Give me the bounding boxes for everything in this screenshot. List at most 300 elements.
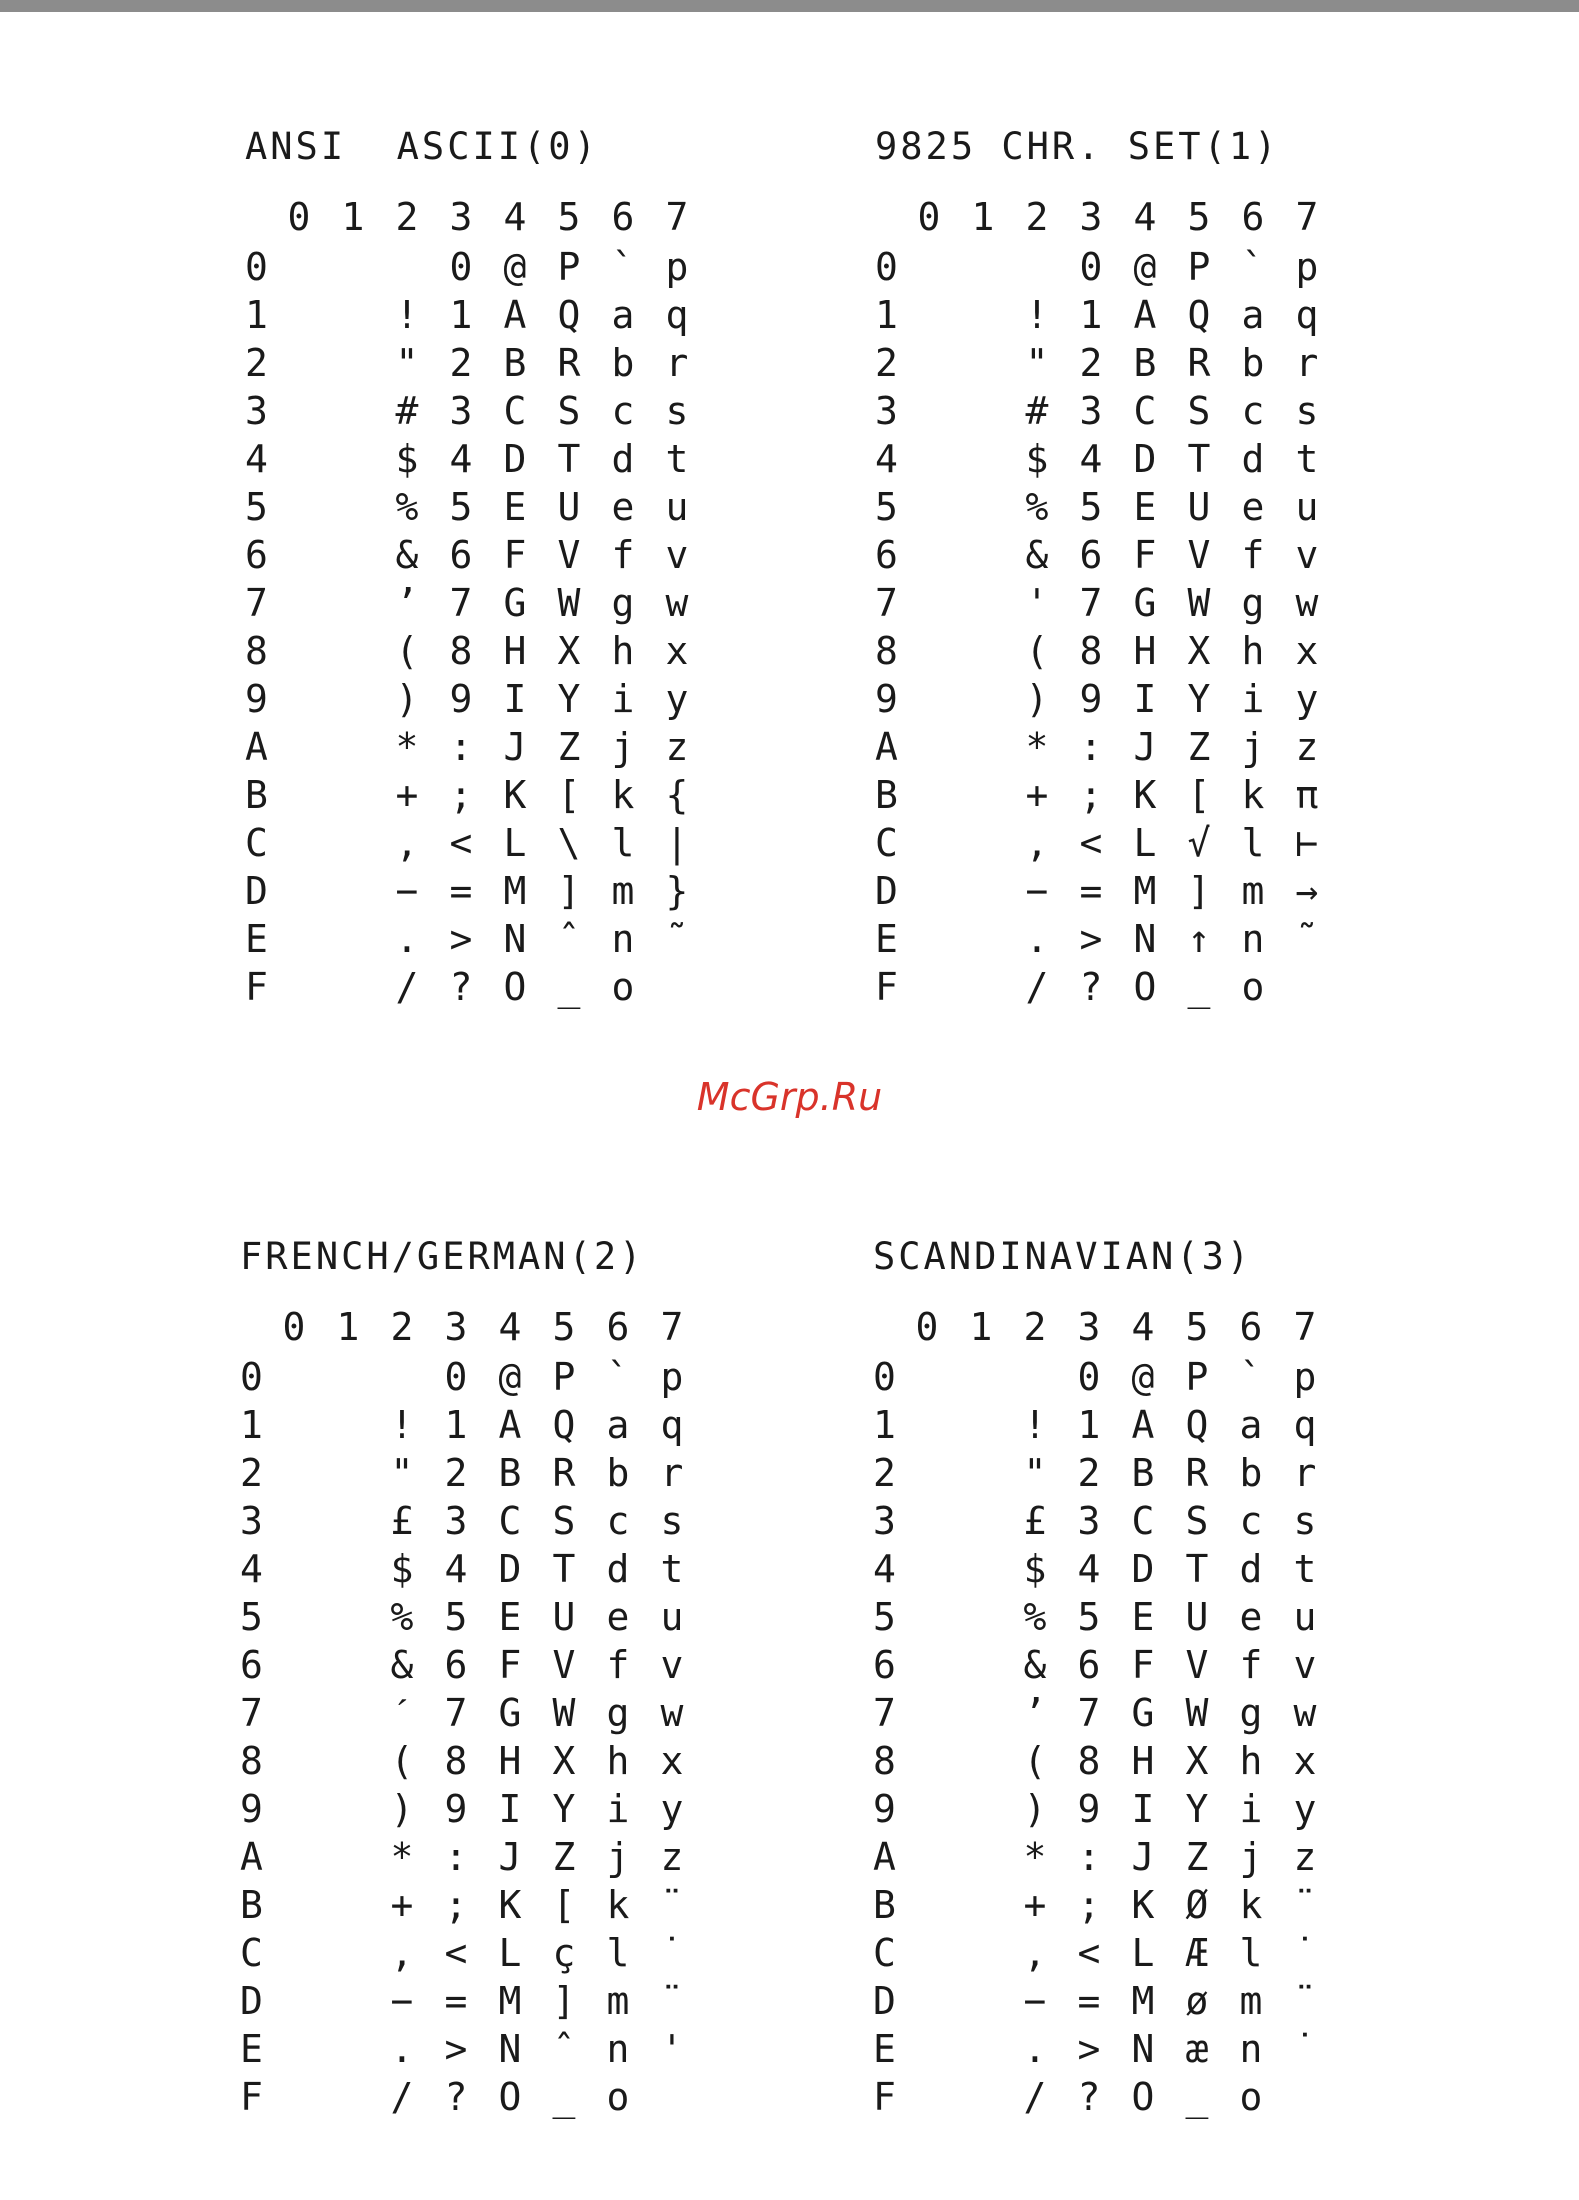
char-cell: T	[1185, 1547, 1209, 1591]
column-header: 3	[1079, 195, 1103, 239]
row-header: 2	[873, 1451, 896, 1495]
column-header: 3	[1077, 1305, 1101, 1349]
char-cell: t	[1295, 437, 1319, 481]
char-cell: B	[1131, 1451, 1155, 1495]
row-header: 4	[240, 1547, 263, 1591]
row-header: 1	[873, 1403, 896, 1447]
char-cell: X	[1187, 629, 1211, 673]
char-cell: k	[1241, 773, 1265, 817]
column-header: 4	[1131, 1305, 1155, 1349]
column-header: 2	[1023, 1305, 1047, 1349]
char-cell: I	[503, 677, 527, 721]
char-cell: ’	[1023, 1691, 1047, 1735]
column-header: 2	[390, 1305, 414, 1349]
char-cell: 1	[444, 1403, 468, 1447]
char-cell: ø	[1185, 1979, 1209, 2023]
char-cell: 7	[449, 581, 473, 625]
column-header: 5	[557, 195, 581, 239]
row-header: 7	[240, 1691, 263, 1735]
row-header: 4	[245, 437, 268, 481]
char-cell: v	[660, 1643, 684, 1687]
row-header: 9	[240, 1787, 263, 1831]
char-cell: 5	[1077, 1595, 1101, 1639]
row-header: 5	[875, 485, 898, 529]
char-cell: −	[390, 1979, 414, 2023]
char-cell: %	[1023, 1595, 1047, 1639]
char-cell: 2	[444, 1451, 468, 1495]
char-cell: ↑	[1187, 917, 1211, 961]
row-header: C	[240, 1931, 263, 1975]
row-header: 3	[875, 389, 898, 433]
char-cell: o	[606, 2075, 630, 2119]
char-cell: E	[1131, 1595, 1155, 1639]
char-cell: P	[552, 1355, 576, 1399]
char-cell: %	[390, 1595, 414, 1639]
char-cell: ˊ	[395, 1691, 409, 1735]
char-cell: [	[1187, 773, 1211, 817]
row-header: 7	[875, 581, 898, 625]
char-cell: O	[498, 2075, 522, 2119]
char-cell: 7	[444, 1691, 468, 1735]
char-cell	[645, 2073, 699, 2121]
column-header: 5	[1187, 195, 1211, 239]
char-cell: q	[1293, 1403, 1317, 1447]
char-cell: 0	[1077, 1355, 1101, 1399]
char-cell: 4	[1079, 437, 1103, 481]
char-cell: J	[1133, 725, 1157, 769]
char-cell: "	[395, 341, 419, 385]
row-header: B	[240, 1883, 263, 1927]
char-cell: k	[606, 1883, 630, 1927]
char-cell: /	[395, 965, 419, 1009]
char-cell: t	[1293, 1547, 1317, 1591]
char-cell: "	[390, 1451, 414, 1495]
char-cell: >	[449, 917, 473, 961]
char-cell: 7	[1079, 581, 1103, 625]
char-cell: D	[1133, 437, 1157, 481]
char-cell: 8	[449, 629, 473, 673]
char-cell: e	[1241, 485, 1265, 529]
char-cell: Q	[552, 1403, 576, 1447]
char-cell: ç	[552, 1931, 576, 1975]
char-cell: w	[1293, 1691, 1317, 1735]
char-cell: d	[611, 437, 635, 481]
row-header: D	[245, 869, 268, 913]
char-cell: ˙	[660, 1931, 684, 1975]
row-header: 1	[240, 1403, 263, 1447]
char-cell: Z	[1185, 1835, 1209, 1879]
row-header: C	[875, 821, 898, 865]
char-cell: &	[395, 533, 419, 577]
char-cell: M	[1131, 1979, 1155, 2023]
char-cell: N	[1131, 2027, 1155, 2071]
char-cell: e	[611, 485, 635, 529]
char-cell: ,	[1025, 821, 1049, 865]
char-cell: u	[665, 485, 689, 529]
row-header: 4	[875, 437, 898, 481]
row-header: A	[245, 725, 268, 769]
char-cell: −	[395, 869, 419, 913]
char-cell: 9	[1079, 677, 1103, 721]
row-header: B	[873, 1883, 896, 1927]
char-cell: W	[1187, 581, 1211, 625]
char-cell: *	[1023, 1835, 1047, 1879]
row-header: D	[873, 1979, 896, 2023]
char-cell: D	[503, 437, 527, 481]
char-cell: h	[1241, 629, 1265, 673]
char-cell: A	[498, 1403, 522, 1447]
char-cell: _	[1185, 2075, 1209, 2119]
char-cell: L	[1133, 821, 1157, 865]
char-cell: C	[498, 1499, 522, 1543]
char-cell: 3	[1077, 1499, 1101, 1543]
char-cell: %	[1025, 485, 1049, 529]
char-cell: j	[1241, 725, 1265, 769]
char-cell: g	[606, 1691, 630, 1735]
char-cell: ¨	[1293, 1979, 1317, 2023]
char-cell: 9	[449, 677, 473, 721]
char-cell: }	[665, 869, 689, 913]
column-header: 5	[552, 1305, 576, 1349]
char-cell: d	[606, 1547, 630, 1591]
char-cell: P	[1187, 245, 1211, 289]
char-cell: i	[606, 1787, 630, 1831]
column-header: 4	[1133, 195, 1157, 239]
char-cell: m	[611, 869, 635, 913]
row-header: C	[873, 1931, 896, 1975]
char-cell: I	[498, 1787, 522, 1831]
row-header: 9	[245, 677, 268, 721]
char-cell	[380, 243, 434, 291]
char-cell: ¨	[1293, 1883, 1317, 1927]
char-cell: Y	[552, 1787, 576, 1831]
row-header: 0	[873, 1355, 896, 1399]
top-border-bar	[0, 0, 1579, 12]
char-cell: 0	[444, 1355, 468, 1399]
column-header: 7	[665, 195, 689, 239]
char-cell: E	[498, 1595, 522, 1639]
char-cell: U	[1187, 485, 1211, 529]
char-cell: J	[498, 1835, 522, 1879]
char-cell: u	[1295, 485, 1319, 529]
char-cell: c	[606, 1499, 630, 1543]
char-cell: `	[1241, 245, 1265, 289]
column-header: 7	[660, 1305, 684, 1349]
char-cell: #	[395, 389, 419, 433]
char-cell: &	[1023, 1643, 1047, 1687]
char-cell: '	[660, 2027, 684, 2071]
char-cell: U	[1185, 1595, 1209, 1639]
char-cell: o	[1241, 965, 1265, 1009]
char-cell: 6	[449, 533, 473, 577]
char-cell: 0	[449, 245, 473, 289]
char-cell: X	[1185, 1739, 1209, 1783]
char-cell: I	[1133, 677, 1157, 721]
char-cell: V	[1187, 533, 1211, 577]
char-cell: r	[1293, 1451, 1317, 1495]
char-cell: p	[665, 245, 689, 289]
char-cell: l	[606, 1931, 630, 1975]
table-title: 9825 CHR. SET(1)	[875, 125, 1280, 168]
char-cell: =	[449, 869, 473, 913]
char-cell: ˙	[1293, 2027, 1317, 2071]
char-cell: p	[1293, 1355, 1317, 1399]
char-cell: 9	[444, 1787, 468, 1831]
char-cell: y	[1295, 677, 1319, 721]
char-cell: e	[606, 1595, 630, 1639]
char-cell: ]	[552, 1979, 576, 2023]
char-cell: y	[660, 1787, 684, 1831]
char-cell: ˜	[665, 917, 689, 961]
char-cell: C	[1133, 389, 1157, 433]
char-cell	[375, 1353, 429, 1401]
char-cell: O	[1133, 965, 1157, 1009]
char-cell: i	[1241, 677, 1265, 721]
char-cell: R	[557, 341, 581, 385]
char-cell: X	[557, 629, 581, 673]
char-cell	[650, 963, 704, 1011]
char-cell: H	[1133, 629, 1157, 673]
char-cell: N	[498, 2027, 522, 2071]
char-cell: t	[665, 437, 689, 481]
char-cell: n	[1239, 2027, 1263, 2071]
row-header: 2	[875, 341, 898, 385]
char-cell: %	[395, 485, 419, 529]
column-header: 1	[969, 1305, 993, 1349]
char-cell: S	[1185, 1499, 1209, 1543]
char-cell: J	[1131, 1835, 1155, 1879]
char-cell: @	[498, 1355, 522, 1399]
char-cell: N	[503, 917, 527, 961]
column-header: 6	[606, 1305, 630, 1349]
char-cell: £	[1023, 1499, 1047, 1543]
row-header: 6	[875, 533, 898, 577]
char-cell: B	[503, 341, 527, 385]
row-header: D	[875, 869, 898, 913]
char-cell: D	[1131, 1547, 1155, 1591]
char-cell: M	[498, 1979, 522, 2023]
char-cell: 8	[444, 1739, 468, 1783]
char-cell: 1	[1077, 1403, 1101, 1447]
char-cell: d	[1239, 1547, 1263, 1591]
char-cell: .	[1025, 917, 1049, 961]
char-cell: n	[606, 2027, 630, 2071]
char-cell: g	[1241, 581, 1265, 625]
char-cell: $	[390, 1547, 414, 1591]
table-title: FRENCH/GERMAN(2)	[240, 1235, 645, 1278]
char-cell: j	[606, 1835, 630, 1879]
char-cell: $	[1023, 1547, 1047, 1591]
char-cell: C	[1131, 1499, 1155, 1543]
char-cell: F	[503, 533, 527, 577]
char-cell: E	[503, 485, 527, 529]
char-cell: ˜	[1295, 917, 1319, 961]
char-cell: R	[552, 1451, 576, 1495]
char-cell: o	[611, 965, 635, 1009]
char-cell: u	[1293, 1595, 1317, 1639]
char-cell: 2	[1079, 341, 1103, 385]
char-cell: v	[665, 533, 689, 577]
char-cell: U	[552, 1595, 576, 1639]
char-cell: V	[552, 1643, 576, 1687]
watermark: McGrp.Ru	[696, 1075, 883, 1119]
char-cell: <	[1079, 821, 1103, 865]
char-cell: s	[660, 1499, 684, 1543]
charset-table-0	[245, 125, 805, 1025]
char-cell: 3	[444, 1499, 468, 1543]
row-header: 5	[245, 485, 268, 529]
char-cell: )	[390, 1787, 414, 1831]
char-cell: >	[444, 2027, 468, 2071]
char-cell: a	[606, 1403, 630, 1447]
row-header: 3	[240, 1499, 263, 1543]
char-cell: A	[1133, 293, 1157, 337]
char-cell: 0	[1079, 245, 1103, 289]
char-cell: ;	[449, 773, 473, 817]
row-header: A	[873, 1835, 896, 1879]
char-cell: f	[611, 533, 635, 577]
char-cell	[1008, 1353, 1062, 1401]
char-cell: ?	[444, 2075, 468, 2119]
char-cell: c	[1241, 389, 1265, 433]
char-cell: s	[1295, 389, 1319, 433]
char-cell: Y	[1185, 1787, 1209, 1831]
char-cell: 2	[1077, 1451, 1101, 1495]
char-cell: 5	[449, 485, 473, 529]
char-cell: ]	[1187, 869, 1211, 913]
char-cell: Z	[1187, 725, 1211, 769]
row-header: E	[873, 2027, 896, 2071]
char-cell: π	[1295, 773, 1319, 817]
char-cell: Y	[1187, 677, 1211, 721]
row-header: F	[873, 2075, 896, 2119]
char-cell: /	[1023, 2075, 1047, 2119]
char-cell: T	[552, 1547, 576, 1591]
char-cell: !	[1023, 1403, 1047, 1447]
row-header: 4	[873, 1547, 896, 1591]
row-header: 6	[873, 1643, 896, 1687]
row-header: 2	[240, 1451, 263, 1495]
char-cell: K	[498, 1883, 522, 1927]
char-cell: 4	[1077, 1547, 1101, 1591]
char-cell: x	[660, 1739, 684, 1783]
char-cell: K	[1131, 1883, 1155, 1927]
char-cell: {	[665, 773, 689, 817]
char-cell: )	[1025, 677, 1049, 721]
charset-table-1	[875, 125, 1435, 1025]
char-cell: n	[611, 917, 635, 961]
table-title: ANSI ASCII(0)	[245, 125, 599, 168]
char-cell: [	[557, 773, 581, 817]
char-cell: $	[395, 437, 419, 481]
char-cell: Q	[557, 293, 581, 337]
char-cell: T	[557, 437, 581, 481]
char-cell: a	[1241, 293, 1265, 337]
char-cell: K	[1133, 773, 1157, 817]
char-cell: >	[1077, 2027, 1101, 2071]
column-header: 4	[498, 1305, 522, 1349]
table-title: SCANDINAVIAN(3)	[873, 1235, 1253, 1278]
char-cell: Z	[552, 1835, 576, 1879]
char-cell: L	[1131, 1931, 1155, 1975]
char-cell: O	[1131, 2075, 1155, 2119]
row-header: 3	[245, 389, 268, 433]
char-cell: q	[660, 1403, 684, 1447]
row-header: E	[240, 2027, 263, 2071]
char-cell: G	[498, 1691, 522, 1735]
char-cell: $	[1025, 437, 1049, 481]
char-cell: _	[557, 965, 581, 1009]
column-header: 6	[611, 195, 635, 239]
row-header: 1	[875, 293, 898, 337]
char-cell: O	[503, 965, 527, 1009]
char-cell: :	[1079, 725, 1103, 769]
char-cell: 5	[444, 1595, 468, 1639]
char-cell: +	[1023, 1883, 1047, 1927]
char-cell: Y	[557, 677, 581, 721]
char-cell: S	[1187, 389, 1211, 433]
char-cell: T	[1187, 437, 1211, 481]
char-cell: B	[498, 1451, 522, 1495]
char-cell: f	[1241, 533, 1265, 577]
char-cell: 3	[1079, 389, 1103, 433]
char-cell: t	[660, 1547, 684, 1591]
char-cell: ’	[395, 581, 419, 625]
char-cell: _	[552, 2075, 576, 2119]
char-cell: 7	[1077, 1691, 1101, 1735]
char-cell: m	[1241, 869, 1265, 913]
char-cell: w	[665, 581, 689, 625]
char-cell: @	[1131, 1355, 1155, 1399]
char-cell: +	[1025, 773, 1049, 817]
char-cell: I	[1131, 1787, 1155, 1831]
char-cell: o	[1239, 2075, 1263, 2119]
row-header: 5	[240, 1595, 263, 1639]
char-cell: i	[611, 677, 635, 721]
char-cell: )	[395, 677, 419, 721]
char-cell: @	[1133, 245, 1157, 289]
char-cell: p	[1295, 245, 1319, 289]
char-cell: y	[665, 677, 689, 721]
row-header: 8	[245, 629, 268, 673]
char-cell: s	[1293, 1499, 1317, 1543]
char-cell: e	[1239, 1595, 1263, 1639]
char-cell: z	[1293, 1835, 1317, 1879]
char-cell: v	[1293, 1643, 1317, 1687]
char-cell: j	[611, 725, 635, 769]
char-cell: &	[1025, 533, 1049, 577]
char-cell: 2	[449, 341, 473, 385]
char-cell: ˙	[1293, 1931, 1317, 1975]
char-cell: h	[606, 1739, 630, 1783]
char-cell: ˆ	[557, 917, 581, 961]
char-cell: !	[390, 1403, 414, 1447]
char-cell: 5	[1079, 485, 1103, 529]
char-cell: ;	[1077, 1883, 1101, 1927]
char-cell: æ	[1185, 2027, 1209, 2071]
row-header: 6	[245, 533, 268, 577]
char-cell: ¨	[660, 1883, 684, 1927]
char-cell: =	[444, 1979, 468, 2023]
char-cell: c	[1239, 1499, 1263, 1543]
char-cell: #	[1025, 389, 1049, 433]
char-cell: b	[606, 1451, 630, 1495]
char-cell: "	[1025, 341, 1049, 385]
column-header: 4	[503, 195, 527, 239]
char-cell: =	[1079, 869, 1103, 913]
charset-table-3	[873, 1235, 1433, 2135]
char-cell: !	[395, 293, 419, 337]
